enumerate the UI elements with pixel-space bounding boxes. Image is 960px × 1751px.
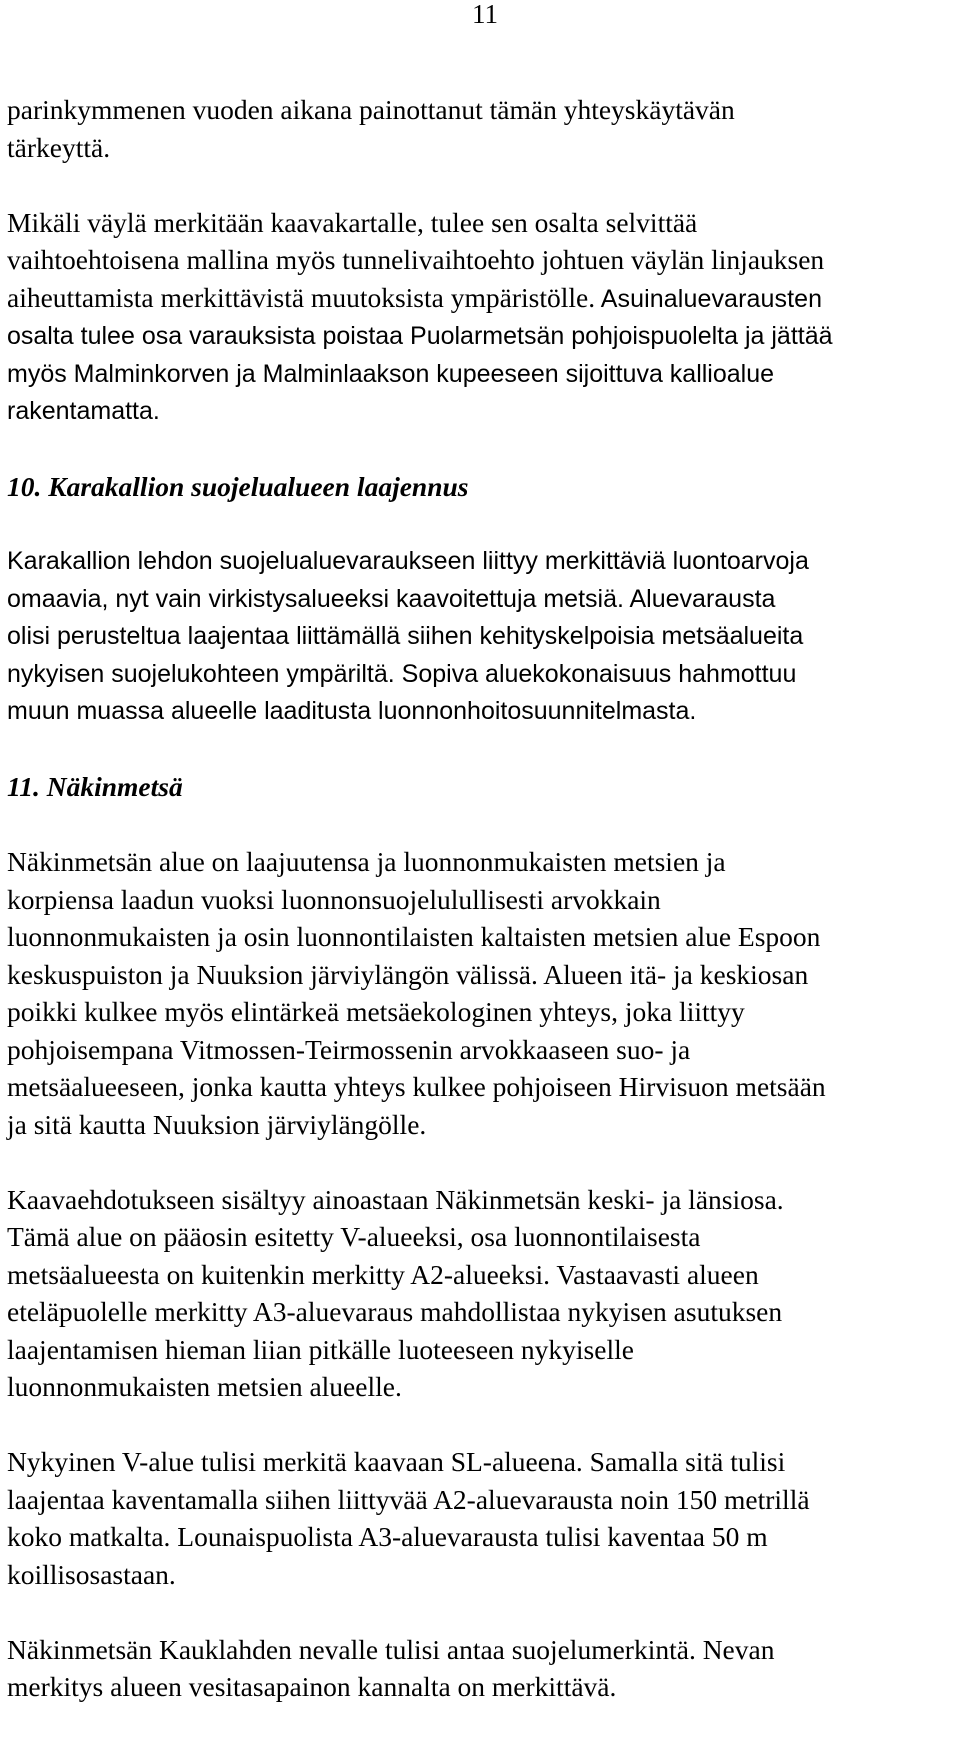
text-line: eteläpuolelle merkitty A3-aluevaraus mahdollistaa nykyisen asutuksen <box>7 1296 783 1327</box>
text-line <box>7 279 957 319</box>
text-line: korpiensa laadun vuoksi luonnonsuojelulullisesti arvokkain <box>7 883 661 915</box>
spacer <box>7 431 957 469</box>
section-heading-11: 11. Näkinmetsä <box>7 771 183 802</box>
document-body <box>7 91 957 1706</box>
section-11-paragraph-4 <box>7 1631 957 1706</box>
text-line: keskuspuiston ja Nuuksion järviylängön välissä. Alueen itä- ja keskiosan <box>7 958 809 990</box>
text-line: Näkinmetsän Kauklahden nevalle tulisi antaa suojelumerkintä. Nevan <box>7 1633 775 1665</box>
text-line: merkitys alueen vesitasapainon kannalta on merkittävä. <box>7 1671 617 1702</box>
spacer <box>7 1593 957 1631</box>
spacer <box>7 166 957 204</box>
page-number: 11 <box>472 0 498 29</box>
text-line: koillisosastaan. <box>7 1558 176 1590</box>
text-line: Näkinmetsän alue on laajuutensa ja luonnonmukaisten metsien ja <box>7 846 726 877</box>
paragraph-waterway <box>7 204 957 431</box>
text-line: metsäalueeseen, jonka kautta yhteys kulkee pohjoiseen Hirvisuon metsään <box>7 1071 826 1102</box>
text-line: metsäalueesta on kuitenkin merkitty A2-alueeksi. Vastaavasti alueen <box>7 1258 759 1290</box>
section-10-paragraph <box>7 543 957 731</box>
paragraph-continued <box>7 91 957 166</box>
text-line: ja sitä kautta Nuuksion järviylängölle. <box>7 1108 427 1140</box>
spacer <box>7 1143 957 1181</box>
section-heading-10: 10. Karakallion suojelualueen laajennus <box>7 471 469 502</box>
section-11-paragraph-2 <box>7 1181 957 1406</box>
text-line: Kaavaehdotukseen sisältyy ainoastaan Näkinmetsän keski- ja länsiosa. <box>7 1183 784 1215</box>
text-line: luonnonmukaisten metsien alueelle. <box>7 1371 402 1402</box>
spacer <box>7 1406 957 1444</box>
text-line: poikki kulkee myös elintärkeä metsäekologinen yhteys, joka liittyy <box>7 996 745 1027</box>
text-line: Nykyinen V-alue tulisi merkitä kaavaan SL-alueena. Samalla sitä tulisi <box>7 1446 786 1477</box>
text-line: myös Malminkorven ja Malminlaakson kupeeseen sijoittuva kallioalue <box>7 359 775 388</box>
text-line: koko matkalta. Lounaispuolista A3-aluevarausta tulisi kaventaa 50 m <box>7 1521 768 1552</box>
text-line: omaavia, nyt vain virkistysalueeksi kaavoitettuja metsiä. Aluevarausta <box>7 584 776 613</box>
text-line: Mikäli väylä merkitään kaavakartalle, tulee sen osalta selvittää <box>7 206 698 238</box>
text-segment-serif: aiheuttamista merkittävistä muutoksista ympäristölle. <box>7 281 596 313</box>
text-line: laajentaa kaventamalla siihen liittyvää A2-aluevarausta noin 150 metrillä <box>7 1483 810 1515</box>
text-segment-sans: Asuinaluevarausten <box>595 284 823 313</box>
text-line: Karakallion lehdon suojelualuevaraukseen liittyy merkittäviä luontoarvoja <box>7 547 809 575</box>
text-line: tärkeyttä. <box>7 131 111 163</box>
text-line: rakentamatta. <box>7 397 160 425</box>
section-11-paragraph-1 <box>7 843 957 1143</box>
spacer <box>7 806 957 844</box>
text-line: pohjoisempana Vitmossen-Teirmossenin arvokkaaseen suo- ja <box>7 1033 691 1065</box>
text-line: parinkymmenen vuoden aikana painottanut tämän yhteyskäytävän <box>7 94 735 125</box>
text-line: muun muassa alueelle laaditusta luonnonhoitosuunnitelmasta. <box>7 697 697 725</box>
text-line: osalta tulee osa varauksista poistaa Puolarmetsän pohjoispuolelta ja jättää <box>7 322 833 350</box>
spacer <box>7 731 957 769</box>
text-line: Tämä alue on pääosin esitetty V-alueeksi, osa luonnontilaisesta <box>7 1221 701 1252</box>
text-line: luonnonmukaisten ja osin luonnontilaisten kaltaisten metsien alue Espoon <box>7 921 821 952</box>
text-line: olisi perusteltua laajentaa liittämällä siihen kehityskelpoisia metsäalueita <box>7 622 804 650</box>
text-line: laajentamisen hieman liian pitkälle luoteeseen nykyiselle <box>7 1333 634 1365</box>
section-11-paragraph-3 <box>7 1443 957 1593</box>
text-line: vaihtoehtoisena mallina myös tunnelivaihtoehto johtuen väylän linjauksen <box>7 244 825 275</box>
text-line: nykyisen suojelukohteen ympäriltä. Sopiva aluekokonaisuus hahmottuu <box>7 659 797 688</box>
spacer <box>7 506 957 544</box>
